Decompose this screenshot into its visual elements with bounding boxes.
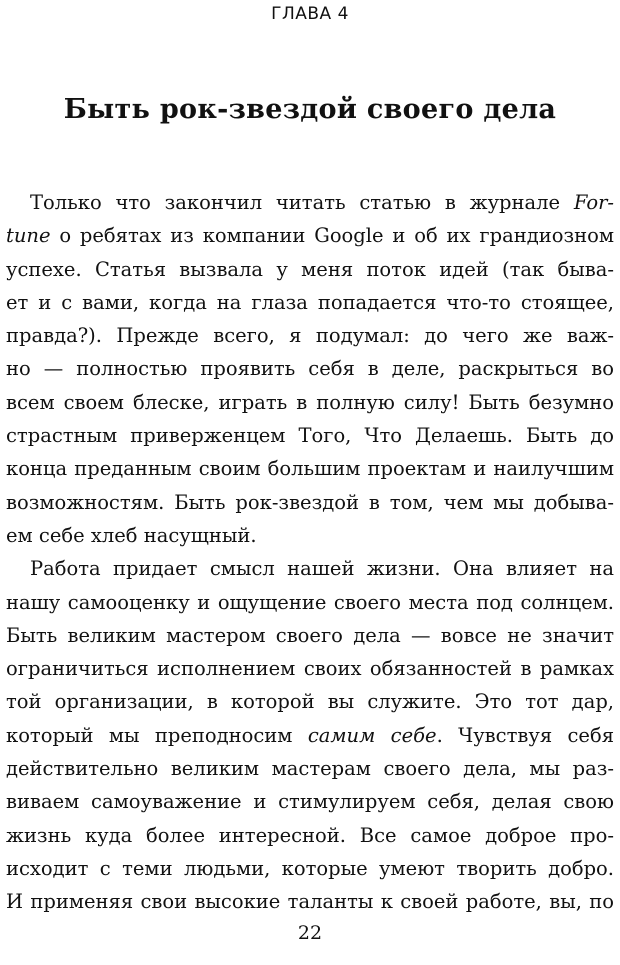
chapter-label: ГЛАВА 4	[271, 4, 349, 24]
text-line: который мы преподносим самим себе. Чувствуя себя	[6, 723, 614, 747]
text-line: успехе. Статья вызвала у меня поток идей (так быва-	[6, 257, 614, 281]
text-line: нашу самооценку и ощущение своего места под солнцем.	[6, 590, 614, 614]
text-line: ограничиться исполнением своих обязанностей в рамках	[6, 657, 614, 681]
text-line: той организации, в которой вы служите. Это тот дар,	[6, 690, 614, 714]
page-number: 22	[297, 922, 323, 944]
text-line: виваем самоуважение и стимулируем себя, делая свою	[6, 790, 614, 814]
text-line: ем себе хлеб насущный.	[6, 523, 257, 547]
text-line: правда?). Прежде всего, я подумал: до чего же важ-	[6, 324, 614, 348]
text-line: исходит с теми людьми, которые умеют творить добро.	[6, 856, 614, 880]
text-line: И применяя свои высокие таланты к своей работе, вы, по	[6, 890, 614, 914]
text-line: ет и с вами, когда на глаза попадается что-то стоящее,	[6, 290, 614, 314]
text-line: всем своем блеске, играть в полную силу! Быть безумно	[6, 390, 614, 414]
text-line: действительно великим мастерам своего дела, мы раз-	[6, 757, 614, 781]
paragraph-1	[6, 186, 614, 552]
text-line: Работа придает смысл нашей жизни. Она влияет на	[30, 557, 614, 581]
chapter-title: Быть рок-звездой своего дела	[63, 94, 557, 125]
text-line: жизнь куда более интересной. Все самое доброе про-	[6, 823, 614, 847]
text-line: Быть великим мастером своего дела — вовсе не значит	[6, 623, 614, 647]
text-line: Только что закончил читать статью в журнале For-	[30, 191, 614, 214]
text-line: tune о ребятах из компании Google и об их грандиозном	[6, 224, 614, 248]
text-line: но — полностью проявить себя в деле, раскрыться во	[6, 357, 614, 381]
body-text	[6, 186, 614, 919]
text-line: возможностям. Быть рок-звездой в том, чем мы добыва-	[6, 490, 614, 514]
text-line: конца преданным своим большим проектам и наилучшим	[6, 457, 614, 481]
text-line: страстным приверженцем Того, Что Делаешь. Быть до	[6, 424, 614, 448]
paragraph-2	[6, 552, 614, 918]
